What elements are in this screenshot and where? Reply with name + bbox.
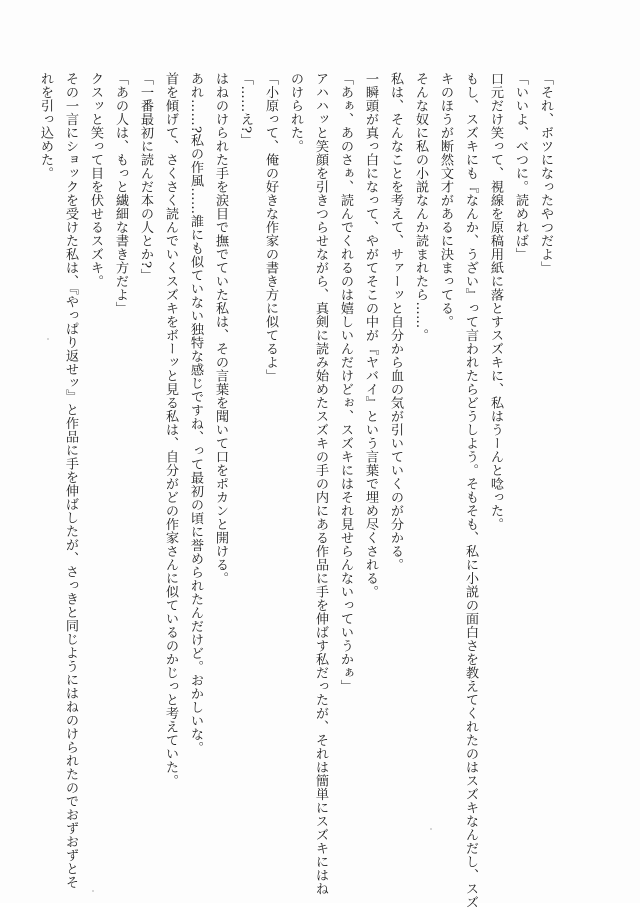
text-line: のけられた。 — [288, 72, 303, 153]
text-line: 一瞬頭が真っ白になって、やがてそこの中が『ヤバイ』という言葉で埋め尽くされる。 — [363, 72, 378, 599]
text-line: 私は、そんなことを考えて、サァーッと自分から血の気が引いていくのが分かる。 — [388, 72, 403, 572]
text-line: れを引っ込めた。 — [38, 72, 53, 180]
text-line: 「あの人は、もっと繊細な書き方だよ」 — [113, 72, 128, 315]
paper-speck — [47, 338, 49, 340]
text-line: 「……え?」 — [238, 72, 253, 147]
text-line: クスッと笑って目を伏せるスズキ。 — [88, 72, 103, 288]
text-line: 「あぁ、あのさぁ、読んでくれるのは嬉しいんだけどぉ、スズキにはそれ見せらんないっていうかぁ」 — [338, 72, 353, 693]
text-line: キのほうが断然文才があるに決まってる。 — [438, 72, 453, 329]
paper-speck — [430, 828, 432, 830]
text-line: あれ……?私の作風……誰にも似ていない独特な感じですね、って最初の頃に誉められたんだけど。おかしいな。 — [188, 72, 203, 755]
text-line: 「いいよ、べつに。読めれば」 — [513, 72, 528, 261]
text-line: 「一番最初に読んだ本の人とか?」 — [138, 72, 153, 282]
text-line: その一言にショックを受けた私は、『やっぱり返せッ』と作品に手を伸ばしたが、さっきと同じようにはねのけられたのでおずおずとそ — [63, 72, 78, 889]
text-line: 口元だけ笑って、視線を原稿用紙に落とすスズキに、私はうーんと唸った。 — [488, 72, 503, 531]
text-line: そんな奴に私の小説なんか読まれたら……。 — [413, 72, 428, 342]
text-line: 首を傾げて、さくさく読んでいくスズキをボーッと見る私は、自分がどの作家さんに似ているのかじっと考えていた。 — [163, 72, 178, 788]
text-line: もし、スズキにも『なんか、うざい』って言われたらどうしよう。そもそも、私に小説の面白さを教えてくれたのはスズキなんだし、スズ — [463, 72, 478, 909]
text-line: 「小原って、俺の好きな作家の書き方に似てるよ」 — [263, 72, 278, 383]
text-line: はねのけられた手を涙目で撫でていた私は、その言葉を聞いて口をポカンと開ける。 — [213, 72, 228, 585]
vertical-text-body — [38, 72, 558, 909]
text-line: 「それ、ボツになったやつだよ」 — [538, 72, 553, 275]
text-line: アハハッと笑顔を引きつらせながら、真剣に読み始めたスズキの手の内にある作品に手を伸ばす私だったが、それは簡単にスズキにはね — [313, 72, 328, 896]
paper-speck — [92, 890, 94, 892]
